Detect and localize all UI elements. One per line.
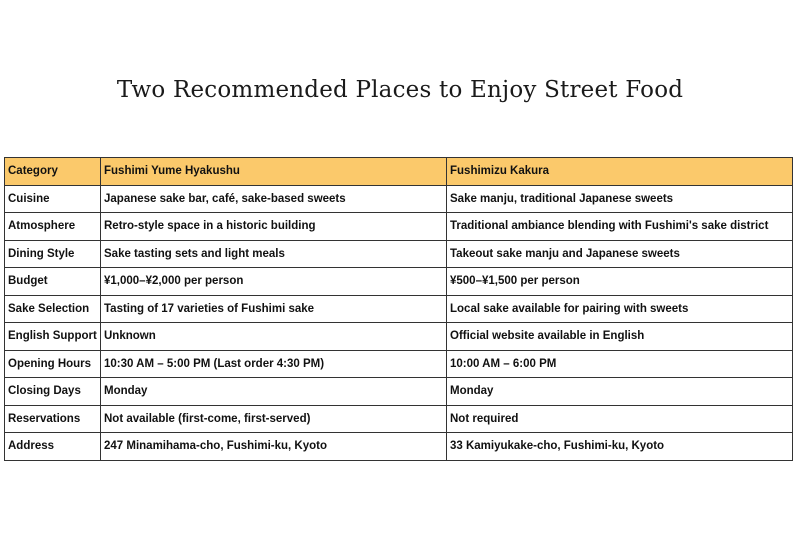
table-cell: Japanese sake bar, café, sake-based sweets [101, 185, 447, 213]
table-cell: 247 Minamihama-cho, Fushimi-ku, Kyoto [101, 433, 447, 461]
row-label: Closing Days [5, 378, 101, 406]
table-row [5, 268, 793, 296]
table-cell: Unknown [101, 323, 447, 351]
table-cell: Retro-style space in a historic building [101, 213, 447, 241]
table-row [5, 295, 793, 323]
table-header-row [5, 158, 793, 186]
table-cell: 33 Kamiyukake-cho, Fushimi-ku, Kyoto [447, 433, 793, 461]
table-cell: Takeout sake manju and Japanese sweets [447, 240, 793, 268]
table-row [5, 323, 793, 351]
row-label: English Support [5, 323, 101, 351]
table-row [5, 378, 793, 406]
table-cell: Local sake available for pairing with sweets [447, 295, 793, 323]
table-cell: ¥1,000–¥2,000 per person [101, 268, 447, 296]
table-row [5, 405, 793, 433]
table-cell: 10:00 AM – 6:00 PM [447, 350, 793, 378]
table-row [5, 433, 793, 461]
table-cell: Monday [101, 378, 447, 406]
header-fushimi-yume-hyakushu: Fushimi Yume Hyakushu [101, 158, 447, 186]
row-label: Budget [5, 268, 101, 296]
row-label: Atmosphere [5, 213, 101, 241]
comparison-table [4, 157, 793, 461]
table-cell: ¥500–¥1,500 per person [447, 268, 793, 296]
table-row [5, 213, 793, 241]
table-row [5, 350, 793, 378]
row-label: Dining Style [5, 240, 101, 268]
page-title: Two Recommended Places to Enjoy Street Food [116, 77, 684, 104]
row-label: Address [5, 433, 101, 461]
table-cell: Tasting of 17 varieties of Fushimi sake [101, 295, 447, 323]
table-cell: Sake manju, traditional Japanese sweets [447, 185, 793, 213]
table-row [5, 240, 793, 268]
table-cell: Monday [447, 378, 793, 406]
row-label: Opening Hours [5, 350, 101, 378]
header-fushimizu-kakura: Fushimizu Kakura [447, 158, 793, 186]
table-cell: Not available (first-come, first-served) [101, 405, 447, 433]
table-cell: Not required [447, 405, 793, 433]
table-cell: 10:30 AM – 5:00 PM (Last order 4:30 PM) [101, 350, 447, 378]
table-cell: Official website available in English [447, 323, 793, 351]
header-category: Category [5, 158, 101, 186]
row-label: Cuisine [5, 185, 101, 213]
table-cell: Traditional ambiance blending with Fushimi's sake district [447, 213, 793, 241]
row-label: Sake Selection [5, 295, 101, 323]
table-row [5, 185, 793, 213]
row-label: Reservations [5, 405, 101, 433]
table-cell: Sake tasting sets and light meals [101, 240, 447, 268]
